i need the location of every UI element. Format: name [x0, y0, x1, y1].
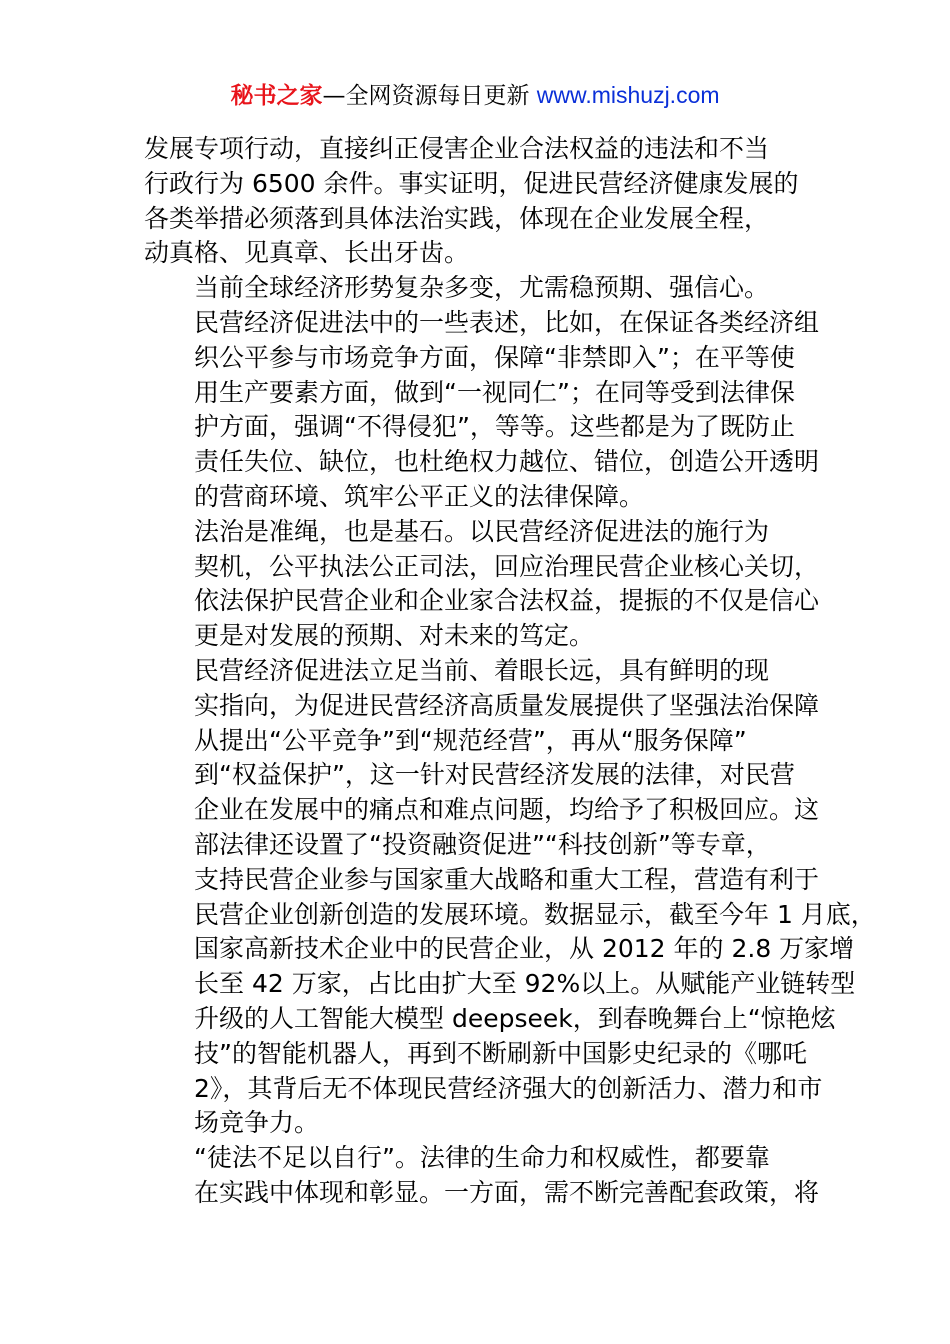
article-paragraph: [144, 271, 820, 515]
paragraph-line: 企业在发展中的痛点和难点问题，均给予了积极回应。这: [194, 795, 820, 825]
paragraph-line: 行政行为 6500 余件。事实证明，促进民营经济健康发展的: [144, 168, 799, 198]
article-body: [144, 132, 876, 1211]
paragraph-line: 责任失位、缺位，也杜绝权力越位、错位，创造公开透明: [194, 447, 820, 477]
paragraph-line: 契机，公平执法公正司法，回应治理民营企业核心关切，: [194, 551, 820, 581]
article-paragraph: [144, 132, 810, 271]
paragraph-line: 场竞争力。: [194, 1108, 320, 1138]
paragraph-line: 的营商环境、筑牢公平正义的法律保障。: [194, 481, 645, 511]
paragraph-line: 当前全球经济形势复杂多变，尤需稳预期、强信心。: [194, 273, 770, 303]
paragraph-line: 各类举措必须落到具体法治实践，体现在企业发展全程，: [144, 203, 770, 233]
paragraph-line: 依法保护民营企业和企业家合法权益，提振的不仅是信心: [194, 586, 820, 616]
site-url-link[interactable]: www.mishuzj.com: [536, 82, 720, 108]
site-header: [0, 78, 950, 113]
paragraph-line: 用生产要素方面，做到“一视同仁”；在同等受到法律保: [194, 377, 795, 407]
header-separator: —: [322, 83, 346, 109]
article-paragraph: [144, 654, 876, 1141]
paragraph-line: 法治是准绳，也是基石。以民营经济促进法的施行为: [194, 516, 770, 546]
paragraph-line: 2》，其背后无不体现民营经济强大的创新活力、潜力和市: [194, 1073, 823, 1103]
paragraph-line: 织公平参与市场竞争方面，保障“非禁即入”；在平等使: [194, 342, 795, 372]
paragraph-line: 长至 42 万家，占比由扩大至 92%以上。从赋能产业链转型: [194, 969, 856, 999]
paragraph-line: 在实践中体现和彰显。一方面，需不断完善配套政策，将: [194, 1177, 820, 1207]
paragraph-line: 升级的人工智能大模型 deepseek，到春晚舞台上“惊艳炫: [194, 1003, 836, 1033]
paragraph-line: 护方面，强调“不得侵犯”，等等。这些都是为了既防止: [194, 412, 795, 442]
paragraph-line: 民营经济促进法立足当前、着眼长远，具有鲜明的现: [194, 655, 770, 685]
paragraph-line: 国家高新技术企业中的民营企业，从 2012 年的 2.8 万家增: [194, 934, 855, 964]
article-paragraph: [144, 1141, 820, 1211]
paragraph-line: 实指向，为促进民营经济高质量发展提供了坚强法治保障: [194, 690, 820, 720]
paragraph-line: 从提出“公平竞争”到“规范经营”，再从“服务保障”: [194, 725, 747, 755]
paragraph-line: “徒法不足以自行”。法律的生命力和权威性，都要靠: [194, 1143, 770, 1173]
paragraph-line: 民营企业创新创造的发展环境。数据显示，截至今年 1 月底，: [194, 899, 876, 929]
paragraph-line: 民营经济促进法中的一些表述，比如，在保证各类经济组: [194, 307, 820, 337]
paragraph-line: 技”的智能机器人，再到不断刷新中国影史纪录的《哪吒: [194, 1038, 807, 1068]
paragraph-line: 发展专项行动，直接纠正侵害企业合法权益的违法和不当: [144, 134, 770, 163]
paragraph-line: 动真格、见真章、长出牙齿。: [144, 238, 470, 268]
site-brand: 秘书之家: [230, 83, 323, 109]
paragraph-line: 支持民营企业参与国家重大战略和重大工程，营造有利于: [194, 864, 820, 894]
article-paragraph: [144, 515, 820, 654]
paragraph-line: 部法律还设置了“投资融资促进”“科技创新”等专章，: [194, 829, 771, 859]
site-tagline: 全网资源每日更新: [345, 83, 530, 109]
paragraph-line: 更是对发展的预期、对未来的笃定。: [194, 621, 595, 651]
paragraph-line: 到“权益保护”，这一针对民营经济发展的法律，对民营: [194, 760, 795, 790]
